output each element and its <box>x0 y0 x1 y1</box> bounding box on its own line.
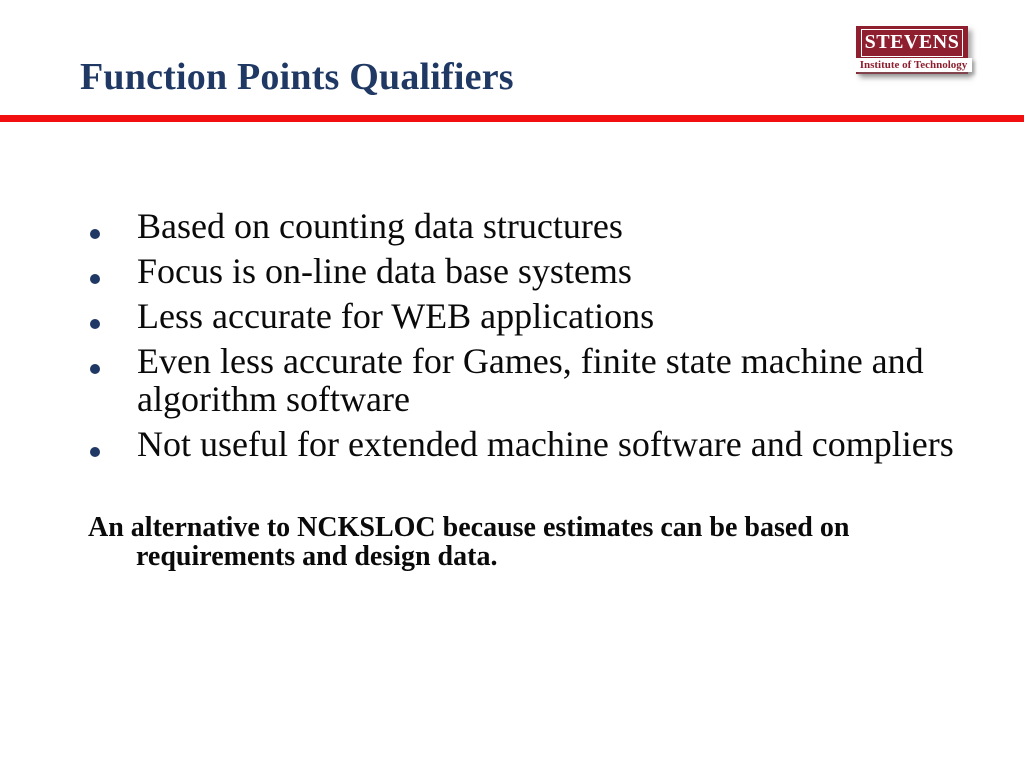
stevens-logo <box>856 26 968 74</box>
list-item <box>88 297 1007 335</box>
list-item <box>88 207 1007 245</box>
list-item-label: Less accurate for WEB applications <box>137 296 655 336</box>
page-title: Function Points Qualifiers <box>80 56 514 98</box>
list-item <box>88 425 1007 463</box>
stevens-logo-frame <box>861 29 963 57</box>
list-item <box>88 252 1007 290</box>
title-divider-rule <box>0 115 1024 122</box>
bullet-dot-icon <box>90 319 100 329</box>
bullet-dot-icon <box>90 274 100 284</box>
bullet-list <box>88 207 1007 470</box>
stevens-logo-subtitle: Institute of Technology <box>859 59 968 71</box>
stevens-logo-band <box>855 58 972 72</box>
bullet-dot-icon <box>90 447 100 457</box>
bullet-dot-icon <box>90 229 100 239</box>
list-item-label: Based on counting data structures <box>137 206 623 246</box>
list-item-label: Focus is on-line data base systems <box>137 251 632 291</box>
summary-note: An alternative to NCKSLOC because estimates can be based on requirements and design data. <box>88 512 850 572</box>
bullet-dot-icon <box>90 364 100 374</box>
list-item-label: Even less accurate for Games, finite state machine and algorithm software <box>137 341 924 419</box>
list-item-label: Not useful for extended machine software and compliers <box>137 424 954 464</box>
list-item <box>88 342 1007 418</box>
stevens-logo-wordmark: STEVENS <box>864 31 960 53</box>
